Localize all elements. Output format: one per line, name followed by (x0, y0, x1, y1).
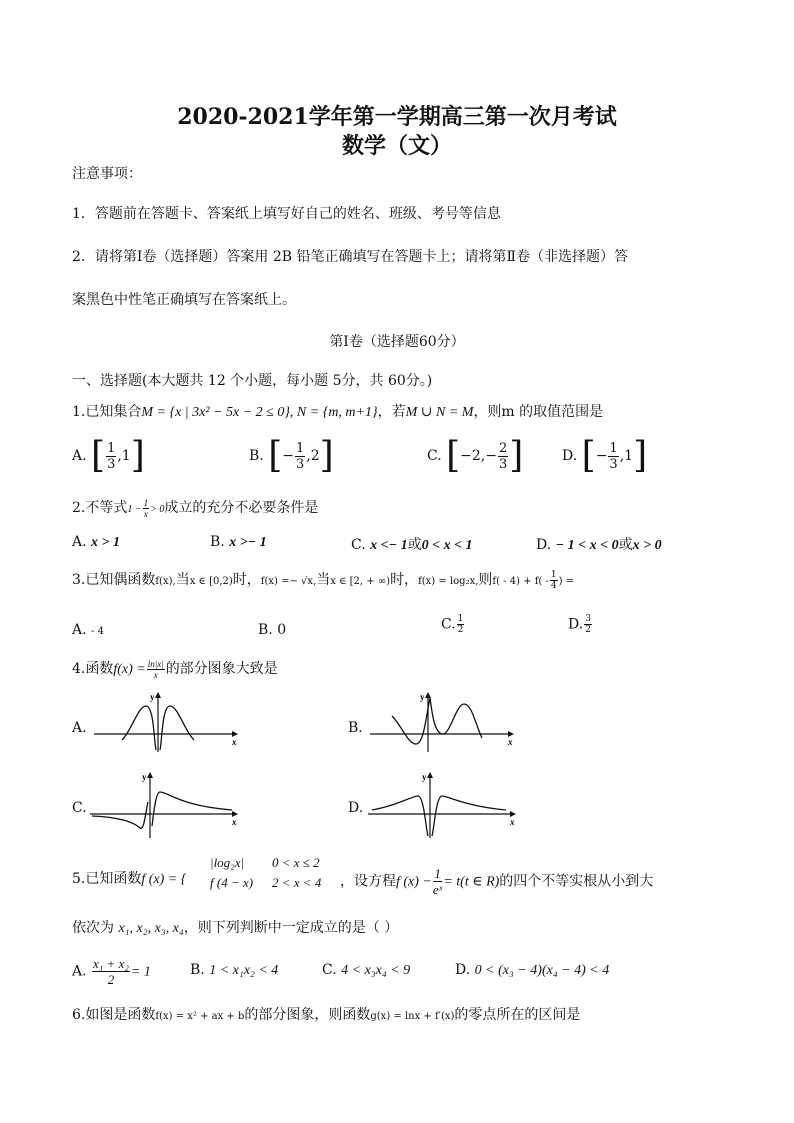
q4-option-b-label: B. (348, 720, 363, 736)
q5-option-a: A. $\frac{\text{x₁ + x₂}}{2}$ = 1 (72, 956, 151, 987)
q4-option-c-label: C. (72, 800, 87, 816)
q4-graph-c (88, 770, 240, 840)
q5-option-d: D. 0 < (x₃ − 4)(x₄ − 4) < 4 (455, 962, 610, 978)
graph-c-x-label: x (232, 817, 237, 827)
q2-option-a: A. x > 1 (72, 534, 120, 550)
exam-title: 2020-2021学年第一学期高三第一次月考试 (177, 104, 617, 130)
q1-tail: ，则m 的取值范围是 (473, 404, 604, 420)
q2-prefix: 2.不等式 (72, 500, 128, 516)
q1-c-fraction: $\frac{2}{3}$ (499, 440, 508, 472)
q5-equation: ，设方程f (x) − $\frac{1}{\text{eˣ}}$ = t(t ∈ R)的四个不等实根从小到大 (340, 866, 654, 897)
q4-graph-a (92, 690, 240, 754)
graph-d-y-label: y (422, 772, 427, 782)
q1-d-rest: ,1 (619, 448, 634, 464)
q1-a-fraction: $\frac{1}{3}$ (107, 440, 116, 472)
graph-a-x-label: x (232, 737, 237, 747)
q1-c-label: C. (427, 448, 442, 464)
graph-a-y-label: y (150, 692, 155, 702)
q3-ask-fraction: $\frac{1}{4}$ (550, 569, 557, 591)
q1-prefix: 1.已知集合 (72, 404, 142, 420)
graph-b-y-label: y (420, 692, 425, 702)
q1-a-label: A. (72, 448, 87, 464)
notice-heading: 注意事项： (72, 166, 142, 182)
q1-b-rest: ,2 (306, 448, 320, 464)
section-header: 第Ⅰ卷（选择题60分） (329, 334, 465, 350)
q1-mid: ，若 (377, 404, 406, 420)
section-intro: 一、选择题(本大题共 12 个小题，每小题 5分，共 60分。) (72, 373, 433, 389)
q3-option-b: B. 0 (258, 622, 287, 638)
q3-option-a: A. - 4 (72, 622, 104, 638)
q4-option-d-label: D. (348, 800, 364, 816)
question-3-stem: 3.已知偶函数f(x),当x ∈ [0,2)时，f(x) =− √x,当x ∈ [2, + ∞)时，f(x) = log₂x,则f( - 4) + f( - $\frac{1}{4}$ ) = (72, 569, 575, 591)
q1-option-a: A. [ $\frac{1}{3}$ ,1] (72, 435, 145, 476)
q4-graph-d (366, 770, 518, 840)
q4-function-fraction: $\frac{\ln|x|}{x}$ (147, 658, 164, 680)
graph-c-y-label: y (142, 772, 147, 782)
q1-set-definition: M = {x | 3x² − 5x − 2 ≤ 0}, N = {m, m+1} (141, 405, 378, 420)
q4-option-a-label: A. (72, 720, 87, 736)
q1-a-rest: ,1 (117, 448, 131, 464)
graph-d-x-label: x (510, 817, 515, 827)
q1-condition: M ∪ N = M (405, 405, 474, 420)
q1-d-label: D. (562, 448, 578, 464)
q1-option-d: D. [− $\frac{1}{3}$ ,1] (562, 435, 648, 476)
question-1-stem (72, 401, 603, 421)
graph-b-x-label: x (508, 737, 513, 747)
q1-option-c: C. [−2,− $\frac{2}{3}$ ] (427, 435, 524, 476)
q1-b-fraction: $\frac{1}{3}$ (295, 440, 305, 472)
question-4-stem: 4.函数f(x) = $\frac{\ln|x|}{x}$ 的部分图象大致是 (72, 658, 278, 680)
notice-item-2b: 案黑色中性笔正确填写在答案纸上。 (72, 292, 296, 308)
q1-b-label: B. (249, 448, 264, 464)
q3-option-d: D. $\frac{3}{2}$ (568, 614, 591, 635)
q5-line-2: 依次为 x₁, x₂, x₃, x₄，则下列判断中一定成立的是（ ） (72, 920, 399, 936)
q2-option-c: C. x <− 1或0 < x < 1 (351, 537, 473, 553)
q5-prefix: 5.已知函数f (x) = { (72, 871, 187, 887)
exam-subtitle: 数学（文） (341, 133, 452, 159)
q3-option-c: C. $\frac{1}{2}$ (441, 614, 464, 635)
q5-option-b: B. 1 < x₁x₂ < 4 (190, 962, 279, 978)
q1-option-b: B. [− $\frac{1}{3}$ ,2] (249, 435, 334, 476)
q5-option-c: C. 4 < x₃x₄ < 9 (322, 962, 411, 978)
q2-option-b: B. x >− 1 (210, 534, 267, 550)
question-2-stem: 2.不等式1 − $\frac{1}{x}$ > 0成立的充分不必要条件是 (72, 497, 319, 519)
q1-d-fraction: $\frac{1}{3}$ (609, 440, 618, 472)
q5-equation-fraction: $\frac{1}{\text{eˣ}}$ (432, 866, 443, 897)
q5-piecewise: |log₂x| 0 < x ≤ 2 f (4 − x) 2 < x < 4 (210, 855, 322, 890)
question-6-stem: 6.如图是函数f(x) = x² + ax + b的部分图象，则函数g(x) = lnx + f′(x)的零点所在的区间是 (72, 1007, 581, 1023)
q2-tail: 成立的充分不必要条件是 (164, 500, 319, 516)
q2-inequality-fraction: $\frac{1}{x}$ (143, 497, 149, 519)
notice-item-1: 1．答题前在答题卡、答案纸上填写好自己的姓名、班级、考号等信息 (72, 206, 501, 222)
q2-option-d: D. − 1 < x < 0或x > 0 (536, 537, 662, 553)
q4-graph-b (368, 690, 516, 754)
notice-item-2a: 2．请将第Ⅰ卷（选择题）答案用 2B 铅笔正确填写在答题卡上；请将第Ⅱ卷（非选择题）答 (72, 249, 629, 265)
